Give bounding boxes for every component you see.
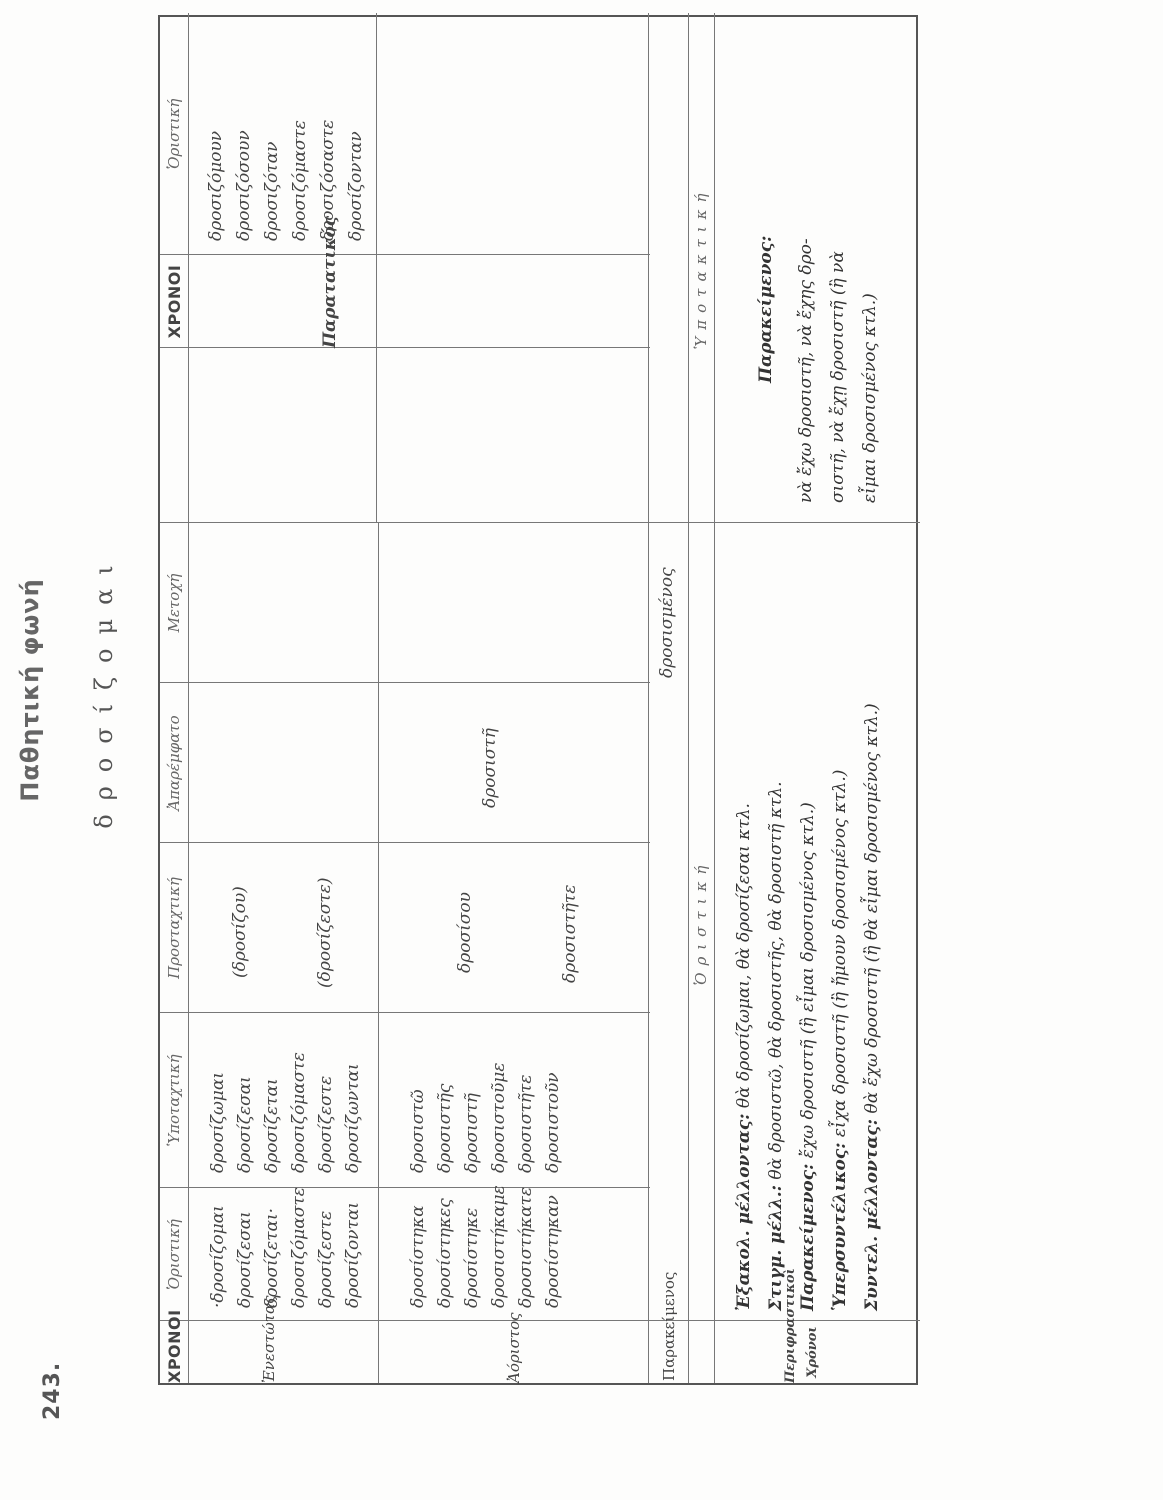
tense-parakeimenos: Παρακείμενος	[660, 1271, 678, 1381]
periphrastic-line-1	[728, 803, 760, 1311]
row-divider-4	[714, 13, 715, 1383]
row-divider-3	[688, 13, 689, 1383]
right-row-divider	[376, 13, 377, 523]
header-prostaktiki: Προσταχτική	[165, 877, 183, 979]
xronoi-header: ΧΡΟΝΟΙ	[165, 1309, 184, 1383]
periphrastic-label-1: Περιφραστικοὶ	[783, 1268, 798, 1383]
periphrastic-sub-title-text: Παρακείμενος:	[756, 235, 776, 383]
xronoi-header-right: ΧΡΟΝΟΙ	[165, 264, 184, 339]
periphrastic-sub-text-3: εἶμαι δροσισμένος κτλ.)	[860, 293, 880, 503]
tense-enestotas	[255, 1295, 279, 1383]
header-aparemfato: Ἀπαρέμφατο	[165, 715, 183, 811]
periphrastic-sub-line-2	[822, 251, 854, 503]
tense-aoristos	[500, 1312, 524, 1383]
periphrastic-line-2	[760, 782, 792, 1312]
periphrastic-name-3: Παρακείμενος:	[798, 1163, 818, 1311]
periphrastic-text-1: θὰ δροσίζωμαι, θὰ δροσίζεσαι κτλ.	[734, 803, 754, 1109]
header-oristiki: Ὁριστική	[165, 1219, 183, 1290]
enestotas-ypotaktiki: δροσίζωμαι δροσίζεσαι δροσίζεται δροσιζόμαστε δροσίζεστε δροσίζωνται	[208, 1052, 363, 1173]
col-divider-3	[160, 842, 650, 843]
periphrastic-text-4: εἶχα δροσιστῆ (ἢ ἤμουν δροσισμένος κτλ.)	[830, 769, 850, 1138]
verb-heading: δροσίζομαι	[90, 551, 118, 829]
aoristos-ypotaktiki: δροσιστῶ δροσιστῆς δροσιστῆ δροσιστοῦμε δροσιστῆτε δροσιστοῦν	[408, 1062, 563, 1173]
conjugation-table	[158, 15, 918, 1385]
aoristos-prostaktiki-2: δροσιστῆτε	[560, 884, 580, 983]
col-divider-6	[160, 347, 650, 348]
periphrastic-sub-line-1	[790, 238, 822, 503]
periphrastic-sub-title	[750, 236, 782, 383]
periphrastic-line-3	[792, 802, 824, 1311]
col-divider-2	[160, 1012, 650, 1013]
periphrastic-sub-text-2: σιστῆ, νὰ ἔχῃ δροσιστῆ (ἢ νὰ	[828, 251, 848, 503]
periphrastic-label	[780, 1268, 824, 1383]
parakeimenos-metoxi: δροσισμένος	[657, 567, 677, 678]
periphrastic-label-2: Χρόνοι	[805, 1326, 820, 1378]
periphrastic-name-1: Ἐξακολ. μέλλοντας:	[734, 1113, 754, 1311]
header-line	[188, 13, 189, 1383]
tense-paratatikos: Παρατατικός	[320, 215, 340, 348]
aoristos-prostaktiki-1: δροσίσου	[455, 892, 475, 973]
voice-title: Παθητική φωνή	[16, 578, 44, 802]
periphrastic-line-5	[856, 703, 888, 1311]
periphrastic-text-3: ἔχω δροσιστῆ (ἢ εἶμαι δροσισμένος κτλ.)	[798, 802, 818, 1159]
aoristos-oristiki: δροσίστηκα δροσίστηκες δροσίστηκε δροσιστήκαμε δροσιστήκατε δροσίστηκαν	[408, 1185, 563, 1308]
periphrastic-sub-text-1: νὰ ἔχω δροσιστῆ, νὰ ἔχης δρο-	[796, 238, 816, 503]
header-ypotaktiki: Ὑποταχτική	[165, 1054, 183, 1147]
enestotas-prostaktiki-2: (δροσίζεστε)	[315, 877, 335, 988]
col-divider-5	[160, 522, 920, 523]
enestotas-prostaktiki-1: (δροσίζου)	[230, 886, 250, 978]
paratatikos-oristiki: δροσιζόμουν δροσιζόσουν δροσιζόταν δροσιζόμαστε δροσιζόσαστε δροσίζονταν	[206, 119, 366, 241]
periphrastic-name-4: Ὑπερσυντέλικος:	[830, 1142, 850, 1311]
aoristos-aparemfato: δροσιστῆ	[480, 728, 500, 808]
row-divider-1	[378, 523, 379, 1383]
col-divider-7	[160, 254, 650, 255]
periphrastic-name-2: Στιγμ. μέλλ.:	[766, 1185, 786, 1311]
tense-enestotas-label: Ἐνεστώτας	[260, 1295, 278, 1383]
periphrastic-ypotaktiki-header: Ὑποτακτική	[692, 186, 710, 350]
row-divider-2	[648, 13, 649, 1383]
periphrastic-name-5: Συντελ. μέλλοντας:	[862, 1118, 882, 1311]
page-number: 243.	[40, 1361, 65, 1420]
enestotas-oristiki: ·δροσίζομαι δροσίζεσαι δροσίζεται· δροσιζόμαστε δροσίζεστε δροσίζονται	[208, 1187, 363, 1308]
header-oristiki-right: Ὁριστική	[165, 98, 183, 170]
periphrastic-sub-line-3	[854, 293, 886, 503]
col-divider-4	[160, 682, 650, 683]
periphrastic-line-4	[824, 770, 856, 1311]
header-metoxi: Μετοχή	[165, 573, 183, 633]
tense-aoristos-label: Ἀόριστος	[505, 1312, 523, 1383]
periphrastic-oristiki-header: Ὁριστική	[692, 858, 710, 986]
rotated-page	[0, 10, 882, 1450]
periphrastic-text-5: θὰ ἔχω δροσιστῆ (ἢ θὰ εἶμαι δροσισμένος κτλ.)	[862, 703, 882, 1114]
periphrastic-text-2: θὰ δροσιστῶ, θὰ δροσιστῆς, θὰ δροσιστῆ κτλ.	[766, 781, 786, 1180]
